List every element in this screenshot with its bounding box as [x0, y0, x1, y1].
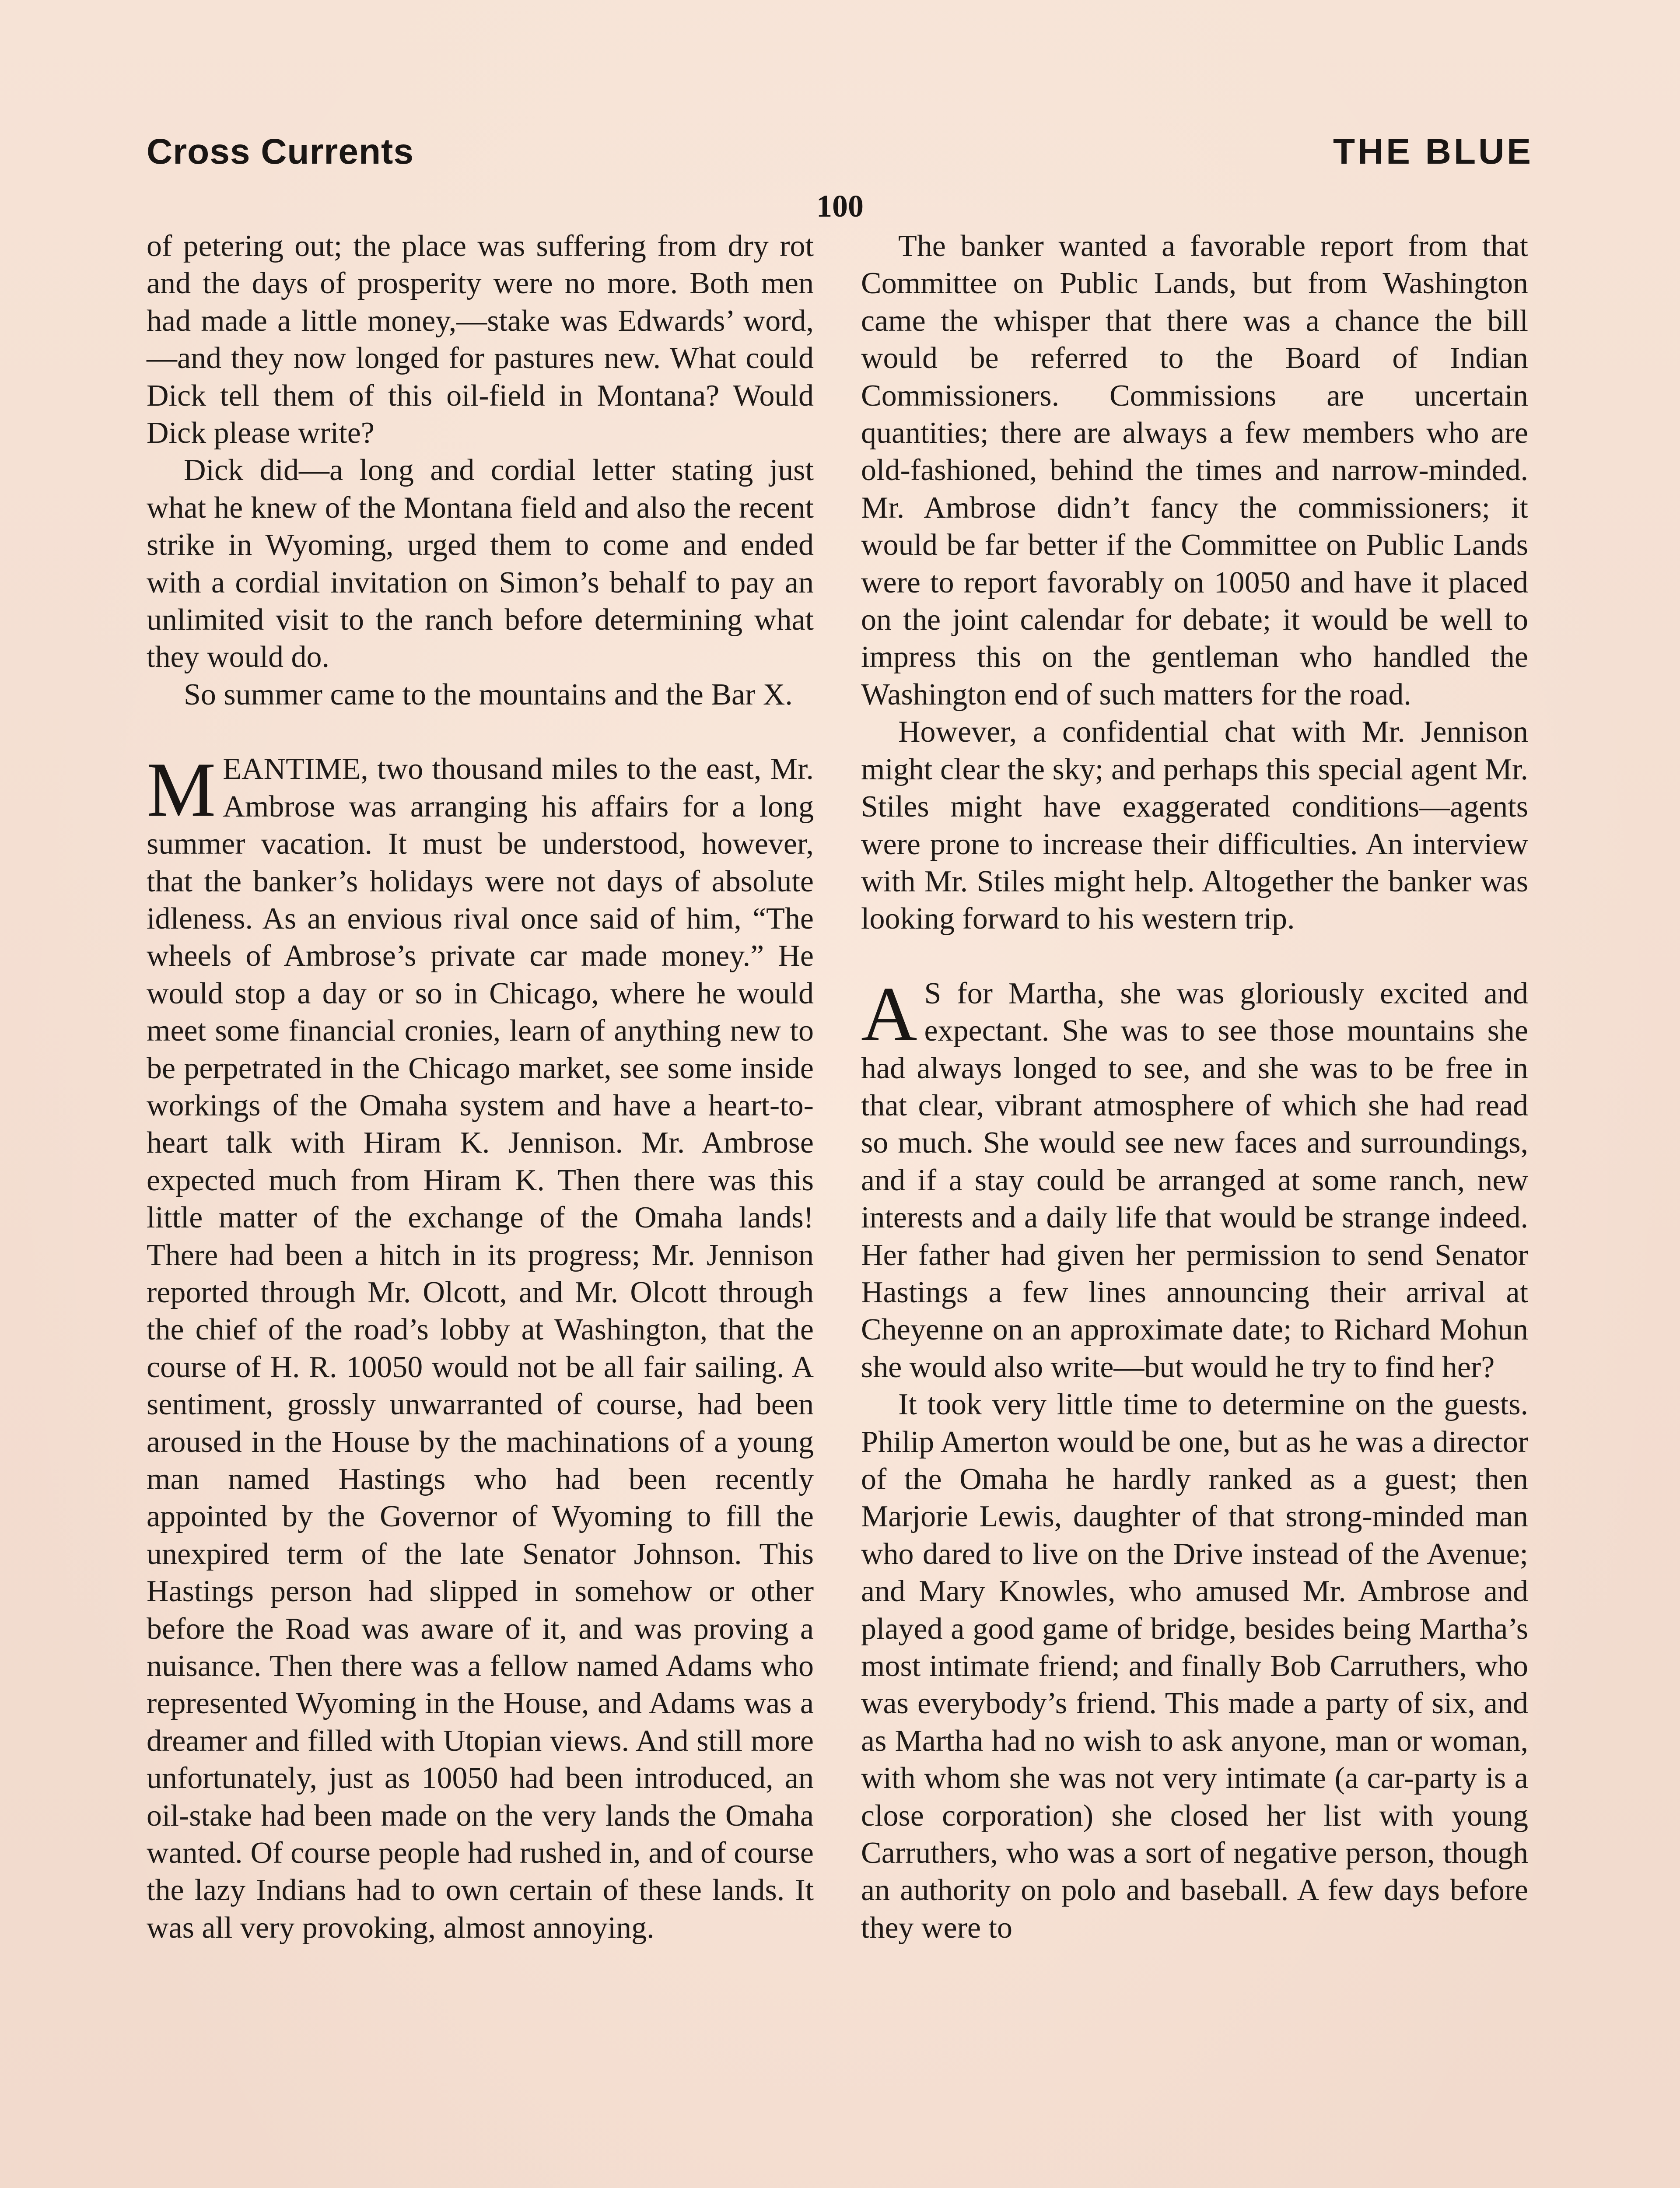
right-text-column — [861, 228, 1528, 1946]
paragraph-guests: It took very little time to determine on the guests. Philip Amerton would be one, but as he was a director of the Omaha he hardly ranked as a guest; then Marjorie Lewis, daughter of that strong-minded man who dared to live on the Drive instead of the Avenue; and Mary Knowles, who amused Mr. Ambrose and played a good game of bridge, besides being Martha’s most intimate friend; and finally Bob Carruthers, who was everybody’s friend. This made a party of six, and as Martha had no wish to ask anyone, man or woman, with whom she was not very intimate (a car-party is a close corporation) she closed her list with young Carruthers, who was a sort of negative person, though an authority on polo and baseball. A few days before they were to — [861, 1388, 1528, 1945]
left-text-column — [147, 228, 814, 1946]
paragraph-banker-report: The banker wanted a favorable report from that Committee on Public Lands, but from Washington came the whisper that there was a chance the bill would be referred to the Board of Indian Commissioners. Commissions are uncertain quantities; there are always a few members who are old-fashioned, behind the times and narrow-minded. Mr. Ambrose didn’t fancy the commissioners; it would be far better if the Committee on Public Lands were to report favorably on 10050 and have it placed on the joint calendar for debate; it would be well to impress this on the gentleman who handled the Washington end of such matters for the road. — [861, 229, 1528, 712]
paragraph-dick-letter: Dick did—a long and cordial letter stating just what he knew of the Montana field and also the recent strike in Wyoming, urged them to come and ended with a cordial invitation on Simon’s behalf to pay an unlimited visit to the ranch before determining what they would do. — [147, 453, 814, 674]
running-head-magazine-name: THE BLUE — [1333, 132, 1533, 172]
paragraph-lead-word: EANTIME, — [223, 752, 368, 786]
paragraph-continuation: of petering out; the place was suffering from dry rot and the days of prosperity were no more. Both men had made a little money,—stake was Edwards’ word,—and they now longed for pastures new. What could Dick tell them of this oil-field in Montana? Would Dick please write? — [147, 229, 814, 450]
drop-cap-letter: A — [861, 970, 917, 1057]
paragraph-body: two thousand miles to the east, Mr. Ambrose was arranging his affairs for a long summer vacation. It must be understood, however, that the banker’s holidays were not days of absolute idleness. As an envious rival once said of him, “The wheels of Ambrose’s private car made money.” He would stop a day or so in Chicago, where he would meet some financial cronies, learn of anything new to be perpetrated in the Chicago market, see some inside workings of the Omaha system and have a heart-to-heart talk with Hiram K. Jennison. Mr. Ambrose expected much from Hiram K. Then there was this little matter of the exchange of the Omaha lands! There had been a hitch in its progress; Mr. Jennison reported through Mr. Olcott, and Mr. Olcott through the chief of the road’s lobby at Washington, that the course of H. R. 10050 would not be all fair sailing. A sentiment, grossly unwarranted of course, had been aroused in the House by the machinations of a young man named Hastings who had been recently appointed by the Governor of Wyoming to fill the unexpired term of the late Senator Johnson. This Hastings person had slipped in somehow or other before the Road was aware of it, and was proving a nuisance. Then there was a fellow named Adams who represented Wyoming in the House, and Adams was a dreamer and filled with Utopian views. And still more unfortunately, just as 10050 had been introduced, an oil-stake had been made on the very lands the Omaha wanted. Of course people had rushed in, and of course the lazy Indians had to own certain of these lands. It was all very provoking, almost annoying. — [147, 752, 814, 1945]
paragraph-summer: So summer came to the mountains and the Bar X. — [184, 677, 793, 712]
paragraph-confidential-chat: However, a confidential chat with Mr. Jennison might clear the sky; and perhaps this special agent Mr. Stiles might have exaggerated conditions—agents were prone to increase their difficulties. An interview with Mr. Stiles might help. Altogether the banker was looking forward to his western trip. — [861, 715, 1528, 936]
running-head-story-title: Cross Currents — [147, 132, 414, 172]
paragraph-lead-word: S — [924, 976, 942, 1010]
paragraph-body: for Martha, she was gloriously excited and expectant. She was to see those mountains she had always longed to see, and she was to be free in that clear, vibrant atmosphere of which she had read so much. She would see new faces and surroundings, and if a stay could be arranged at some ranch, new interests and a daily life that would be strange indeed. Her father had given her permission to send Senator Hastings a few lines announcing their arrival at Cheyenne on an approximate date; to Richard Mohun she would also write—but would he try to find her? — [861, 976, 1528, 1384]
drop-cap-letter: M — [147, 746, 216, 833]
paragraph-meantime — [147, 746, 814, 1946]
page-number: 100 — [816, 189, 864, 224]
paragraph-martha — [861, 970, 1528, 1386]
